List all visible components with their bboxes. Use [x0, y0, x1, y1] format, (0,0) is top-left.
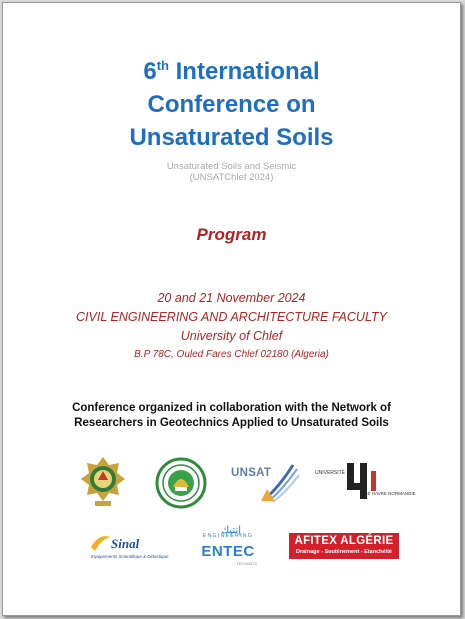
collaboration-line-2: Researchers in Geotechnics Applied to Unsaturated Soils: [74, 417, 389, 429]
entec-engineering-label: ENGINEERING: [202, 533, 254, 539]
univ-havre-subtitle: LE HAVRE NORMANDIE: [365, 491, 416, 496]
universite-le-havre-logo: [315, 461, 416, 501]
collaboration-line-1: Conference organized in collaboration with the Network of: [72, 402, 391, 414]
sinal-wordmark: Sinal: [111, 536, 140, 551]
event-faculty: CIVIL ENGINEERING AND ARCHITECTURE FACULTY: [76, 310, 387, 324]
subtitle-line-2: (UNSATChlef 2024): [189, 172, 274, 183]
univ-havre-label: UNIVERSITÉ: [315, 470, 346, 476]
program-heading: Program: [196, 225, 267, 244]
unsat-logo: [231, 459, 301, 503]
title-line-3: Unsaturated Soils: [129, 124, 334, 151]
afitex-wordmark: AFITEX ALGÉRIE: [294, 535, 394, 547]
title-line-1-text: International: [168, 58, 320, 85]
entec-arabic-name: إنتيك: [221, 525, 242, 536]
conference-subtitle: [3, 161, 460, 183]
university-chlef-logo: [155, 457, 207, 509]
sinal-logo: [89, 531, 171, 561]
title-ordinal: 6: [143, 58, 157, 85]
afitex-banner: [289, 533, 399, 559]
entec-technics-label: TECHNICS: [236, 561, 257, 566]
entec-logo: [197, 525, 259, 567]
document-page: [2, 2, 461, 616]
conference-title: [3, 49, 460, 154]
afitex-tagline: Drainage - Soutènement - Etanchéité: [296, 549, 392, 555]
sinal-tagline: Equipements Scientifique & Didactique: [91, 554, 169, 559]
subtitle-line-1: Unsaturated Soils and Seismic: [166, 161, 297, 172]
event-address: B.P 78C, Ouled Fares Chlef 02180 (Algeria): [134, 349, 329, 360]
collaboration-note: [3, 401, 460, 431]
unsat-wordmark: UNSAT: [231, 467, 272, 479]
event-university: University of Chlef: [180, 329, 283, 343]
event-dates: 20 and 21 November 2024: [157, 291, 306, 305]
entec-wordmark: ENTEC: [201, 543, 255, 560]
event-details: [3, 289, 460, 364]
title-line-1: [3, 49, 460, 88]
title-line-2: Conference on: [147, 91, 316, 118]
title-ordinal-suffix: th: [156, 58, 169, 73]
algeria-ministry-emblem-logo: [79, 455, 127, 511]
